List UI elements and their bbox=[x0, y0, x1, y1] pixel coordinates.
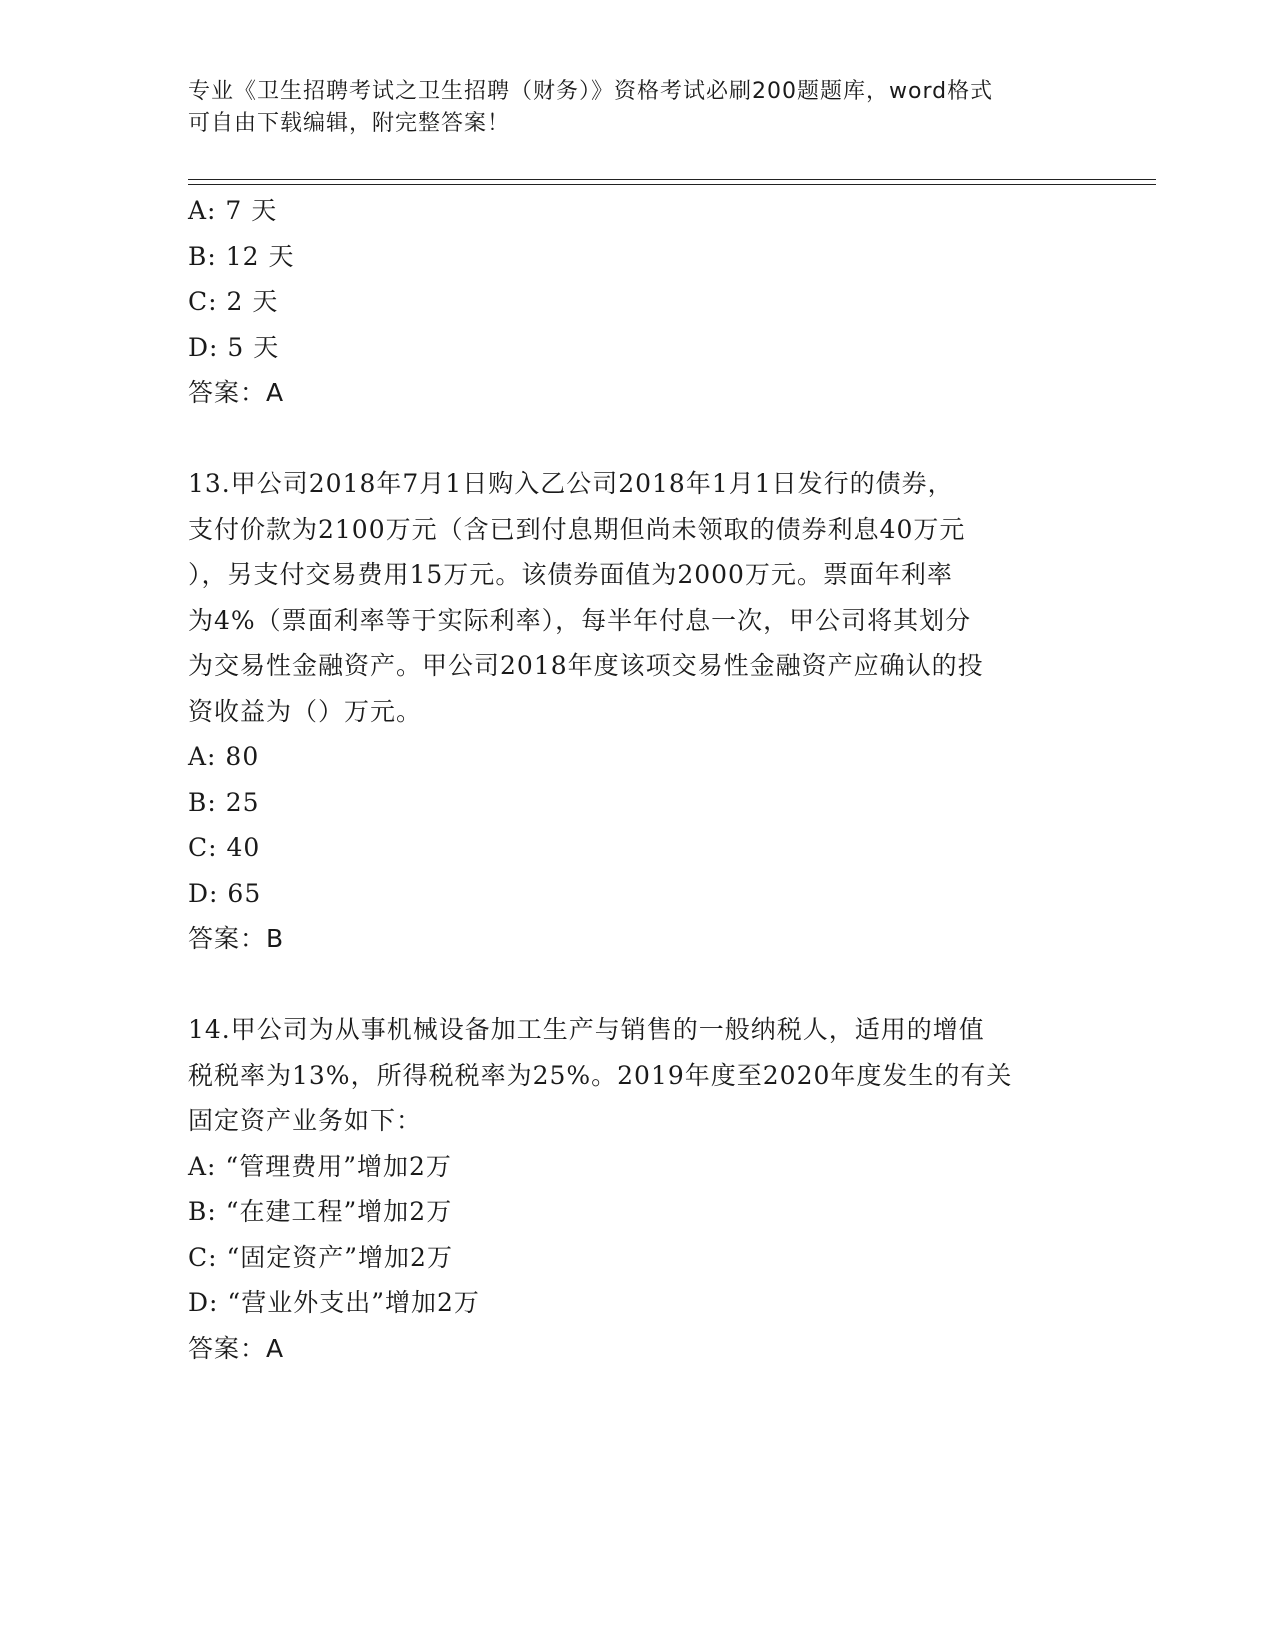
option-d: D: 5 天 bbox=[188, 332, 280, 362]
spacer bbox=[188, 962, 1078, 1008]
option-c: C: 40 bbox=[188, 833, 261, 862]
option-a: A: 7 天 bbox=[188, 196, 278, 225]
header-divider-bottom bbox=[188, 184, 1156, 185]
document-header bbox=[188, 76, 1068, 140]
question-text-line: 为4%（票面利率等于实际利率），每半年付息一次，甲公司将其划分 bbox=[188, 605, 972, 635]
option-c: C: 2 天 bbox=[188, 287, 279, 316]
option-a: A: 80 bbox=[188, 742, 260, 771]
option-b: B: “在建工程”增加2万 bbox=[188, 1197, 453, 1226]
prev-question-options bbox=[188, 188, 1078, 370]
question-text-line: 13.甲公司2018年7月1日购入乙公司2018年1月1日发行的债券， bbox=[188, 469, 954, 498]
document-content bbox=[188, 188, 1078, 1371]
header-divider-top bbox=[188, 179, 1156, 180]
header-line-2: 可自由下载编辑，附完整答案！ bbox=[188, 111, 511, 136]
option-b: B: 25 bbox=[188, 787, 260, 817]
question-text-line: 固定资产业务如下： bbox=[188, 1106, 423, 1135]
answer-line: 答案：A bbox=[188, 1333, 285, 1363]
option-d: D: 65 bbox=[188, 878, 262, 908]
option-d: D: “营业外支出”增加2万 bbox=[188, 1288, 480, 1317]
header-line-1: 专业《卫生招聘考试之卫生招聘（财务）》资格考试必刷200题题库，word格式 bbox=[188, 79, 994, 104]
question-text-line: 税税率为13%，所得税税率为25%。2019年度至2020年度发生的有关 bbox=[188, 1060, 1013, 1090]
spacer bbox=[188, 416, 1078, 462]
question-13 bbox=[188, 461, 1078, 962]
answer-line: 答案：A bbox=[188, 378, 285, 407]
answer-line: 答案：B bbox=[188, 924, 285, 953]
question-text-line: 14.甲公司为从事机械设备加工生产与销售的一般纳税人，适用的增值 bbox=[188, 1015, 985, 1044]
option-c: C: “固定资产”增加2万 bbox=[188, 1242, 453, 1272]
option-b: B: 12 天 bbox=[188, 241, 295, 271]
question-14 bbox=[188, 1007, 1078, 1371]
question-text-line: 资收益为（）万元。 bbox=[188, 696, 423, 726]
question-text-line: ），另支付交易费用15万元。该债券面值为2000万元。票面年利率 bbox=[188, 560, 953, 589]
question-text-line: 支付价款为2100万元（含已到付息期但尚未领取的债券利息40万元 bbox=[188, 514, 966, 544]
option-a: A: “管理费用”增加2万 bbox=[188, 1151, 452, 1181]
question-text-line: 为交易性金融资产。甲公司2018年度该项交易性金融资产应确认的投 bbox=[188, 651, 984, 680]
